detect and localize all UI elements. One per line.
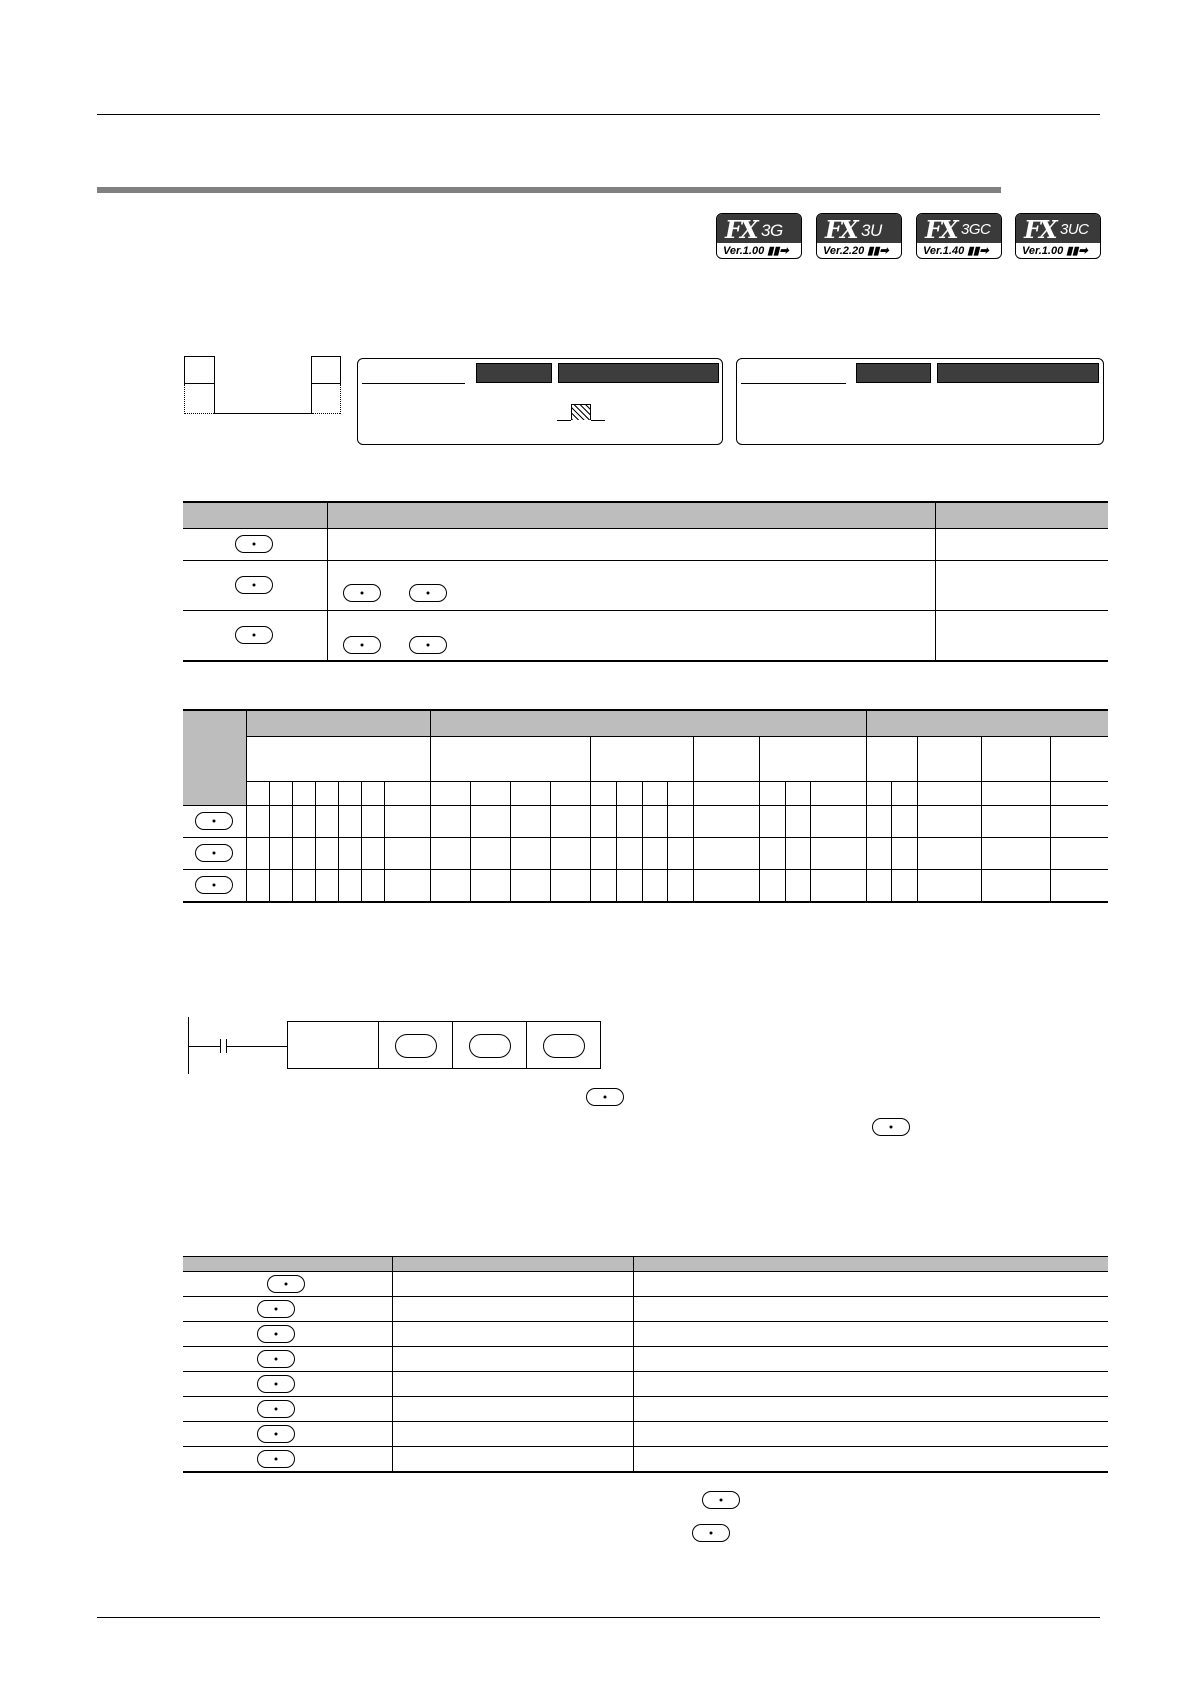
- operand-s1-pill: [235, 535, 273, 553]
- badge-fx3g: [716, 213, 802, 259]
- badge-series: 3U: [861, 221, 882, 240]
- badge-version: Ver.1.00 ▮▮➡: [723, 245, 789, 257]
- operation-label-line: [362, 383, 465, 384]
- result-row-pill: [257, 1350, 295, 1368]
- footer-rule: [97, 1617, 1100, 1618]
- result-row-pill: [257, 1425, 295, 1443]
- operation-header-bar: [476, 363, 552, 383]
- badge-fx-logo: FX: [1024, 215, 1056, 244]
- badge-series: 3GC: [961, 221, 991, 238]
- section-bar: [97, 187, 1001, 193]
- inline-operand-pill: [872, 1118, 910, 1136]
- operand-s2-slot: [469, 1034, 511, 1058]
- badge-series: 3G: [761, 221, 783, 240]
- badge-fx3gc: [916, 213, 1002, 259]
- result-row-pill: [267, 1275, 305, 1293]
- result-row-pill: [257, 1300, 295, 1318]
- operand-s1-slot: [395, 1034, 437, 1058]
- result-row-pill: [257, 1375, 295, 1393]
- operand-d-slot: [543, 1034, 585, 1058]
- result-row-pill: [257, 1325, 295, 1343]
- device-row-d-pill: [195, 876, 233, 894]
- badge-fx-logo: FX: [825, 215, 857, 244]
- operation-header-bar: [558, 363, 719, 383]
- badge-version: Ver.2.20 ▮▮➡: [823, 245, 889, 257]
- operation-label-line: [741, 383, 846, 384]
- inline-operand-pill: [692, 1524, 730, 1542]
- badge-fx3uc: [1015, 213, 1101, 259]
- operand-s2-ref-a: [343, 584, 381, 602]
- operand-d-ref-b: [409, 636, 447, 654]
- result-row-pill: [257, 1400, 295, 1418]
- badge-version: Ver.1.40 ▮▮➡: [923, 245, 989, 257]
- operand-s2-ref-b: [409, 584, 447, 602]
- operand-d-ref-a: [343, 636, 381, 654]
- badge-series: 3UC: [1060, 221, 1089, 238]
- result-row-pill: [257, 1450, 295, 1468]
- operand-s2-pill: [235, 576, 273, 594]
- contact-symbol: [220, 1039, 227, 1053]
- operation-header-bar: [856, 363, 931, 383]
- badge-version: Ver.1.00 ▮▮➡: [1022, 245, 1088, 257]
- operation-header-bar: [937, 363, 1099, 383]
- badge-fx3u: [816, 213, 902, 259]
- inline-operand-pill: [702, 1491, 740, 1509]
- inline-operand-pill: [586, 1088, 624, 1106]
- badge-fx-logo: FX: [725, 215, 757, 244]
- device-row-s2-pill: [195, 844, 233, 862]
- badge-fx-logo: FX: [925, 215, 957, 244]
- device-row-s1-pill: [195, 812, 233, 830]
- operand-d-pill: [235, 626, 273, 644]
- header-rule: [97, 114, 1100, 115]
